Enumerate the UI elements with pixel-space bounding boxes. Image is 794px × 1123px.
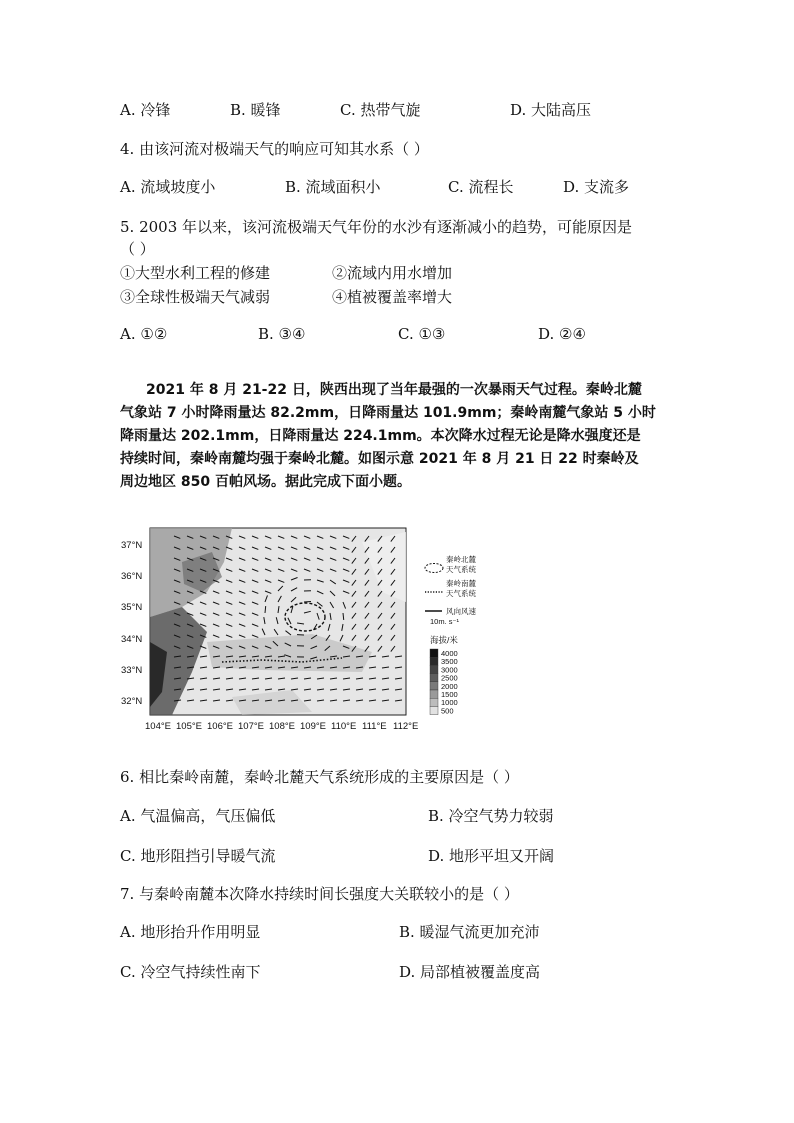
q4-option-d: D. 支流多	[563, 178, 630, 196]
elevation-swatch	[430, 706, 438, 714]
wind-arrow	[265, 606, 266, 613]
q7-option-b: B. 暖湿气流更加充沛	[399, 923, 540, 941]
lon-label: 111°E	[362, 721, 387, 732]
q6-option-a: A. 气温偏高，气压偏低	[120, 807, 276, 825]
q7-option-d: D. 局部植被覆盖度高	[399, 963, 541, 981]
elevation-value: 2500	[441, 673, 458, 683]
q5-statement-2: ②流域内用水增加	[332, 264, 453, 282]
lon-label: 106°E	[207, 721, 233, 732]
lat-label: 34°N	[121, 634, 143, 645]
q5-statement-3: ③全球性极端天气减弱	[120, 288, 271, 306]
elevation-swatch	[430, 665, 438, 673]
lon-label: 110°E	[331, 721, 357, 732]
q3-option-c: C. 热带气旋	[340, 101, 421, 119]
q5-stem-line1: 5. 2003 年以来，该河流极端天气年份的水沙有逐渐减小的趋势，可能原因是	[120, 218, 633, 236]
lon-label: 108°E	[269, 721, 295, 732]
legend-north-label: 秦岭北麓	[446, 555, 476, 564]
q6-option-c: C. 地形阻挡引导暖气流	[120, 847, 276, 865]
q6-stem: 6. 相比秦岭南麓，秦岭北麓天气系统形成的主要原因是（ ）	[120, 768, 519, 786]
elevation-value: 1500	[441, 690, 458, 699]
reading-passage	[120, 379, 680, 494]
elevation-swatch	[430, 649, 438, 657]
elevation-swatch	[430, 698, 438, 706]
legend-south-label: 天气系统	[446, 589, 476, 598]
lon-label: 104°E	[145, 721, 171, 732]
elevation-value: 3000	[441, 665, 458, 675]
lat-label: 37°N	[121, 540, 143, 551]
map-area	[150, 528, 406, 715]
q5-option-b: B. ③④	[258, 325, 306, 343]
elevation-swatch	[430, 674, 438, 682]
passage-line-2: 气象站 7 小时降雨量达 82.2mm，日降雨量达 101.9mm；秦岭南麓气象站 5 小时	[120, 405, 656, 421]
elevation-value: 2000	[441, 681, 458, 691]
q3-option-a: A. 冷锋	[120, 101, 171, 119]
q4-option-b: B. 流域面积小	[285, 178, 381, 196]
lon-label: 107°E	[238, 721, 264, 732]
legend-wind-scale: 10m. s⁻¹	[430, 617, 459, 626]
latitude-labels	[121, 540, 142, 707]
q5-statement-4: ④植被覆盖率增大	[332, 288, 453, 306]
q6-option-d: D. 地形平坦又开阔	[428, 847, 555, 865]
passage-line-5: 周边地区 850 百帕风场。据此完成下面小题。	[120, 474, 411, 490]
q3-option-d: D. 大陆高压	[510, 101, 592, 119]
lon-label: 109°E	[300, 721, 326, 732]
elevation-value: 3500	[441, 657, 458, 667]
legend-wind-label: 风向风速	[446, 607, 476, 616]
elevation-swatch	[430, 682, 438, 690]
elevation-value: 500	[441, 706, 454, 716]
legend-elevation-title: 海拔/米	[430, 635, 458, 645]
lat-label: 35°N	[121, 602, 143, 613]
legend-north-label: 天气系统	[446, 565, 476, 574]
elevation-swatch	[430, 657, 438, 665]
lat-label: 32°N	[121, 696, 143, 707]
lat-label: 36°N	[121, 571, 143, 582]
legend-north-symbol	[425, 564, 443, 573]
longitude-labels	[145, 721, 418, 732]
elevation-value: 4000	[441, 649, 458, 658]
q6-option-b: B. 冷空气势力较弱	[428, 807, 554, 825]
lon-label: 112°E	[393, 721, 419, 732]
wind-field-map	[112, 522, 476, 737]
q4-stem: 4. 由该河流对极端天气的响应可知其水系（ ）	[120, 140, 429, 158]
q5-statement-1: ①大型水利工程的修建	[120, 264, 271, 282]
q3-option-b: B. 暖锋	[230, 101, 281, 119]
q4-option-c: C. 流程长	[448, 178, 514, 196]
map-legend	[425, 554, 476, 715]
elevation-swatch	[430, 690, 438, 698]
lon-label: 105°E	[176, 721, 202, 732]
q7-option-a: A. 地形抬升作用明显	[120, 923, 261, 941]
elevation-scale-bar	[430, 649, 458, 715]
q7-stem: 7. 与秦岭南麓本次降水持续时间长强度大关联较小的是（ ）	[120, 885, 519, 903]
passage-line-1: 2021 年 8 月 21-22 日，陕西出现了当年最强的一次暴雨天气过程。秦岭北麓	[146, 382, 642, 398]
q5-option-d: D. ②④	[538, 325, 586, 343]
legend-south-label: 秦岭南麓	[446, 579, 476, 588]
passage-line-4: 持续时间，秦岭南麓均强于秦岭北麓。如图示意 2021 年 8 月 21 日 22 时秦岭及	[120, 451, 639, 467]
lat-label: 33°N	[121, 665, 143, 676]
q5-option-a: A. ①②	[120, 325, 168, 343]
q5-stem-line2: （ ）	[120, 240, 155, 258]
passage-line-3: 降雨量达 202.1mm，日降雨量达 224.1mm。本次降水过程无论是降水强度还是	[120, 428, 641, 444]
q7-option-c: C. 冷空气持续性南下	[120, 963, 261, 981]
elevation-value: 1000	[441, 698, 458, 708]
q4-option-a: A. 流域坡度小	[120, 178, 216, 196]
q5-option-c: C. ①③	[398, 325, 446, 343]
